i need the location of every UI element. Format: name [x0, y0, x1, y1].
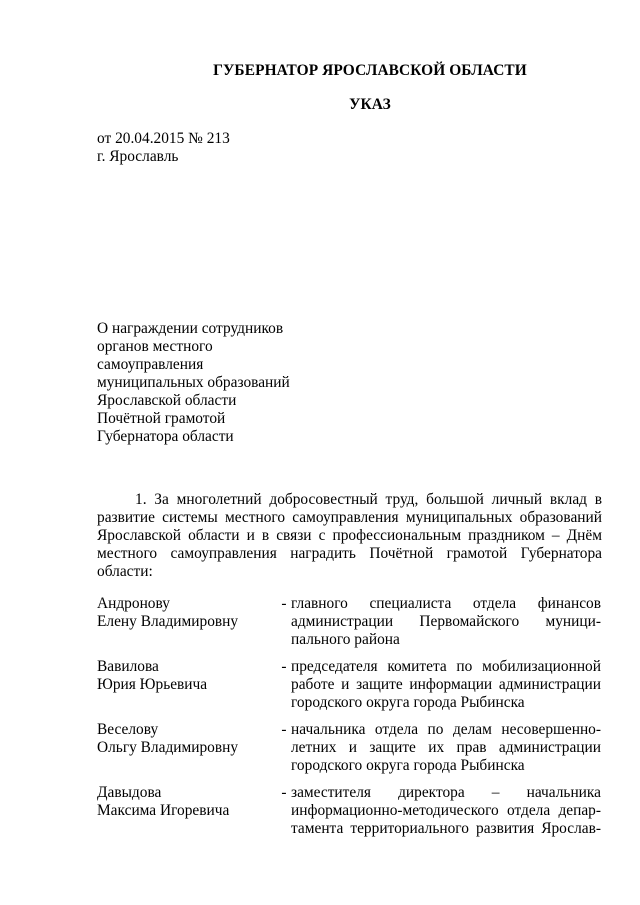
awardee-surname: Давыдова [97, 784, 162, 801]
awardee-name [97, 784, 277, 820]
awardee-item [97, 784, 605, 847]
position-line: летних и защите их прав администрации [291, 739, 601, 756]
awardee-surname: Андронову [97, 595, 170, 612]
position-line: информационно-методического отдела депар- [291, 802, 601, 819]
awardee-surname: Веселову [97, 721, 159, 738]
awardee-surname: Вавилова [97, 658, 159, 675]
date-number: от 20.04.2015 № 213 [97, 130, 230, 147]
document-type-title: УКАЗ [349, 96, 391, 113]
awardee-position [291, 595, 601, 649]
position-line: работе и защите информации администрации [291, 676, 601, 693]
awardee-position [291, 721, 601, 775]
position-line: городского округа города Рыбинска [291, 694, 525, 711]
subject-line: муниципальных образований [97, 374, 290, 391]
awardee-name [97, 658, 277, 694]
awardee-item [97, 658, 605, 721]
decree-subject [97, 320, 327, 446]
paragraph-line: Ярославской области и в связи с профессиональным праздником – Днём [97, 527, 602, 544]
position-line: администрации Первомайского муници- [291, 613, 601, 630]
awardee-dash: - [281, 595, 287, 612]
awardee-dash: - [281, 784, 287, 801]
awardee-given-names: Максима Игоревича [97, 802, 230, 819]
subject-line: Ярославской области [97, 392, 237, 409]
subject-line: Почётной грамотой [97, 410, 226, 427]
position-line: начальника отдела по делам несовершенно- [291, 721, 601, 738]
subject-line: самоуправления [97, 356, 204, 373]
awardee-given-names: Елену Владимировну [97, 613, 239, 630]
awardee-dash: - [281, 721, 287, 738]
position-line: пального района [291, 631, 400, 648]
awardee-item [97, 721, 605, 784]
paragraph-line: развитие системы местного самоуправления муниципальных образований [97, 509, 602, 526]
subject-line: О награждении сотрудников [97, 320, 284, 337]
paragraph-line: местного самоуправления наградить Почётной грамотой Губернатора [97, 545, 602, 562]
authority-title: ГУБЕРНАТОР ЯРОСЛАВСКОЙ ОБЛАСТИ [213, 62, 527, 79]
position-line: тамента территориального развития Ярослав- [291, 820, 601, 837]
awardee-given-names: Юрия Юрьевича [97, 676, 208, 693]
subject-line: Губернатора области [97, 428, 234, 445]
awardee-position [291, 784, 601, 838]
awardee-name [97, 721, 277, 757]
awardee-dash: - [281, 658, 287, 675]
awardee-name [97, 595, 277, 631]
paragraph-line: 1. За многолетний добросовестный труд, большой личный вклад в [135, 491, 602, 508]
awardee-position [291, 658, 601, 712]
city: г. Ярославль [97, 148, 179, 165]
position-line: председателя комитета по мобилизационной [291, 658, 601, 675]
awardee-item [97, 595, 605, 658]
subject-line: органов местного [97, 338, 213, 355]
awardee-list [97, 595, 605, 847]
paragraph-1 [97, 491, 602, 581]
awardee-given-names: Ольгу Владимировну [97, 739, 239, 756]
position-line: заместителя директора – начальника [291, 784, 601, 801]
position-line: главного специалиста отдела финансов [291, 595, 601, 612]
position-line: городского округа города Рыбинска [291, 757, 525, 774]
paragraph-line: области: [97, 563, 153, 580]
